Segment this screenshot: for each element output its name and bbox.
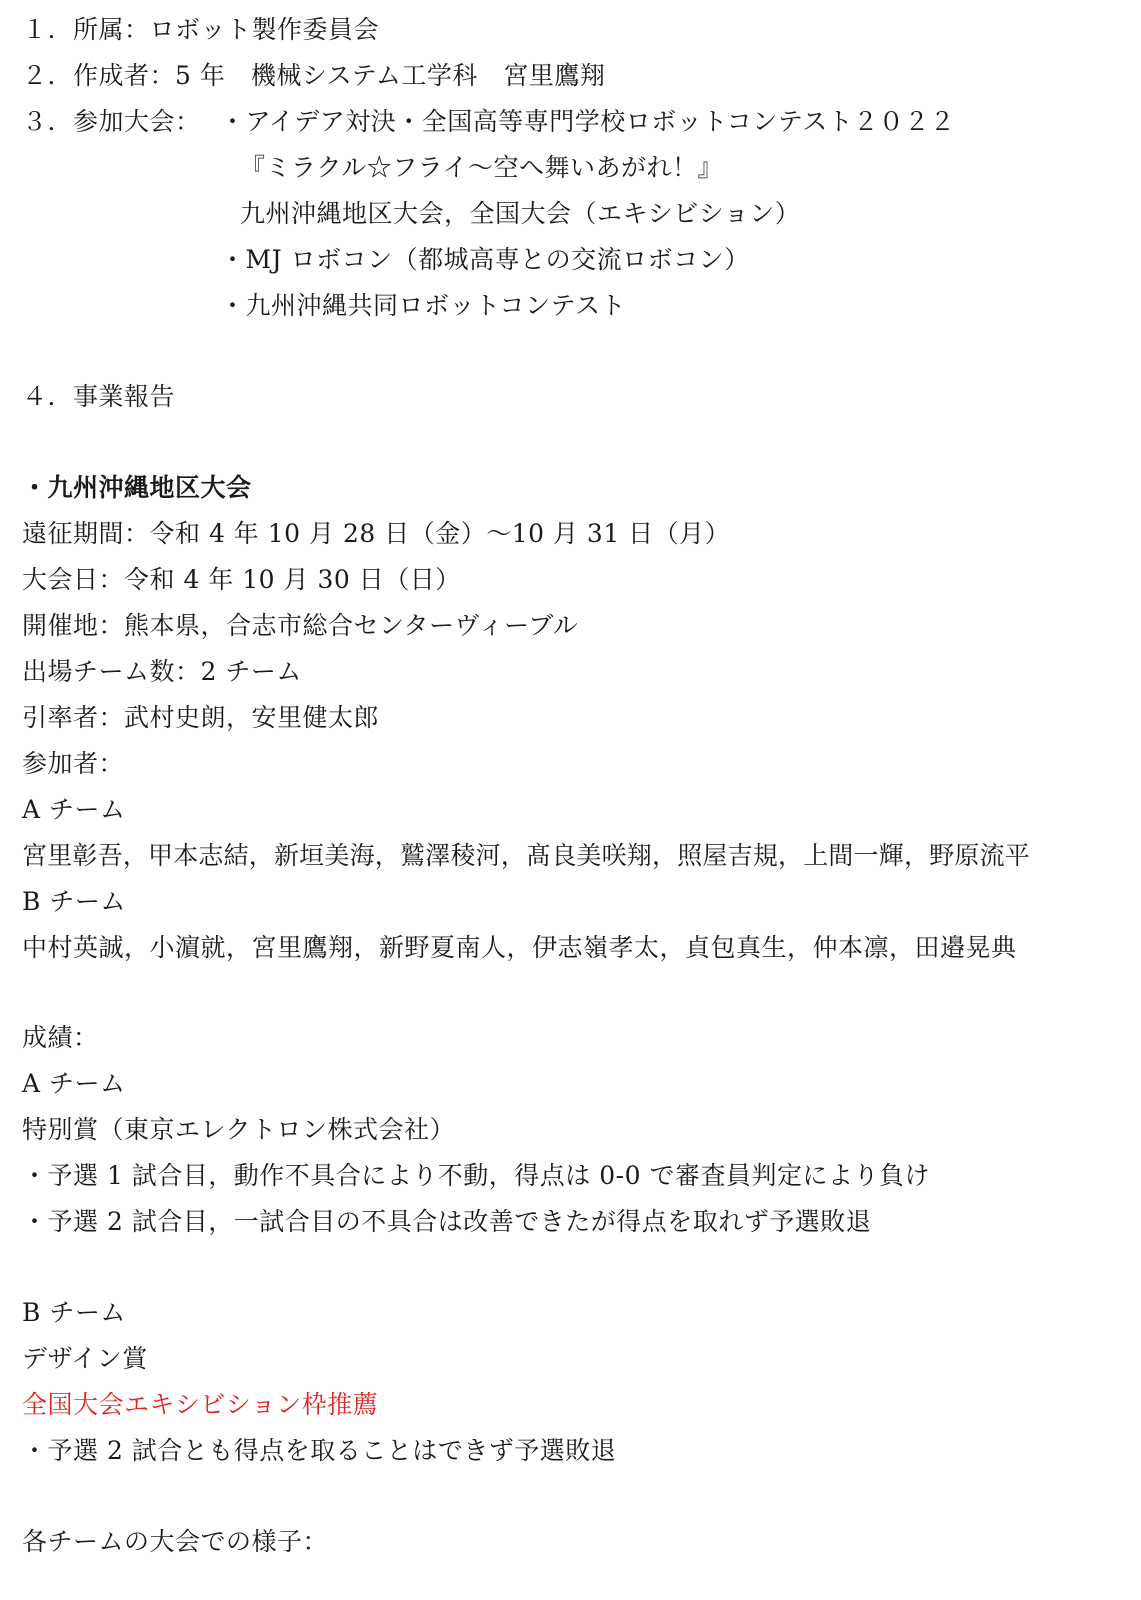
team-a-award: 特別賞（東京エレクトロン株式会社） xyxy=(22,1115,456,1144)
team-b-note-1: ・予選 2 試合とも得点を取ることはできず予選敗退 xyxy=(22,1436,617,1465)
event-date: 大会日：令和 4 年 10 月 30 日（日） xyxy=(22,565,461,594)
item-event-label: ３．参加大会： xyxy=(22,107,201,136)
event-line-1: ・アイデア対決・全国高等専門学校ロボットコンテスト２０２２ xyxy=(220,107,956,136)
team-b-label: B チーム xyxy=(22,887,126,916)
event-line-3: 九州沖縄地区大会，全国大会（エキシビション） xyxy=(240,199,801,228)
team-count: 出場チーム数：2 チーム xyxy=(22,657,302,686)
results-label: 成績： xyxy=(22,1023,99,1052)
team-b-award: デザイン賞 xyxy=(22,1344,148,1373)
event-line-4: ・MJ ロボコン（都城高専との交流ロボコン） xyxy=(220,245,750,274)
team-a-members: 宮里彰吾，甲本志結，新垣美海，鷲澤稜河，髙良美咲翔，照屋吉規，上間一輝，野原流平 xyxy=(22,841,1031,870)
results-team-a-label: A チーム xyxy=(22,1069,126,1098)
participants-label: 参加者： xyxy=(22,749,125,778)
footer-heading: 各チームの大会での様子： xyxy=(22,1527,329,1556)
item-affiliation: １．所属：ロボット製作委員会 xyxy=(22,15,380,44)
team-b-members: 中村英誠，小濵就，宮里鷹翔，新野夏南人，伊志嶺孝太，貞包真生，仲本凛，田邉晃典 xyxy=(22,933,1017,962)
section-title: ・九州沖縄地区大会 xyxy=(22,473,252,502)
team-a-note-1: ・予選 1 試合目，動作不具合により不動，得点は 0-0 で審査員判定により負け xyxy=(22,1161,930,1190)
team-a-note-2: ・予選 2 試合目，一試合目の不具合は改善できたが得点を取れず予選敗退 xyxy=(22,1207,872,1236)
event-line-2: 『ミラクル☆フライ～空へ舞いあがれ！』 xyxy=(240,153,724,182)
item-author: ２．作成者：5 年 機械システム工学科 宮里鷹翔 xyxy=(22,61,606,90)
team-a-label: A チーム xyxy=(22,795,126,824)
results-team-b-label: B チーム xyxy=(22,1298,126,1327)
venue: 開催地：熊本県，合志市総合センターヴィーブル xyxy=(22,611,579,640)
item-report: ４．事業報告 xyxy=(22,382,176,411)
leaders: 引率者：武村史朗，安里健太郎 xyxy=(22,703,380,732)
event-line-5: ・九州沖縄共同ロボットコンテスト xyxy=(220,291,627,320)
trip-period: 遠征期間：令和 4 年 10 月 28 日（金）～10 月 31 日（月） xyxy=(22,519,731,548)
team-b-recommendation: 全国大会エキシビション枠推薦 xyxy=(22,1390,379,1419)
